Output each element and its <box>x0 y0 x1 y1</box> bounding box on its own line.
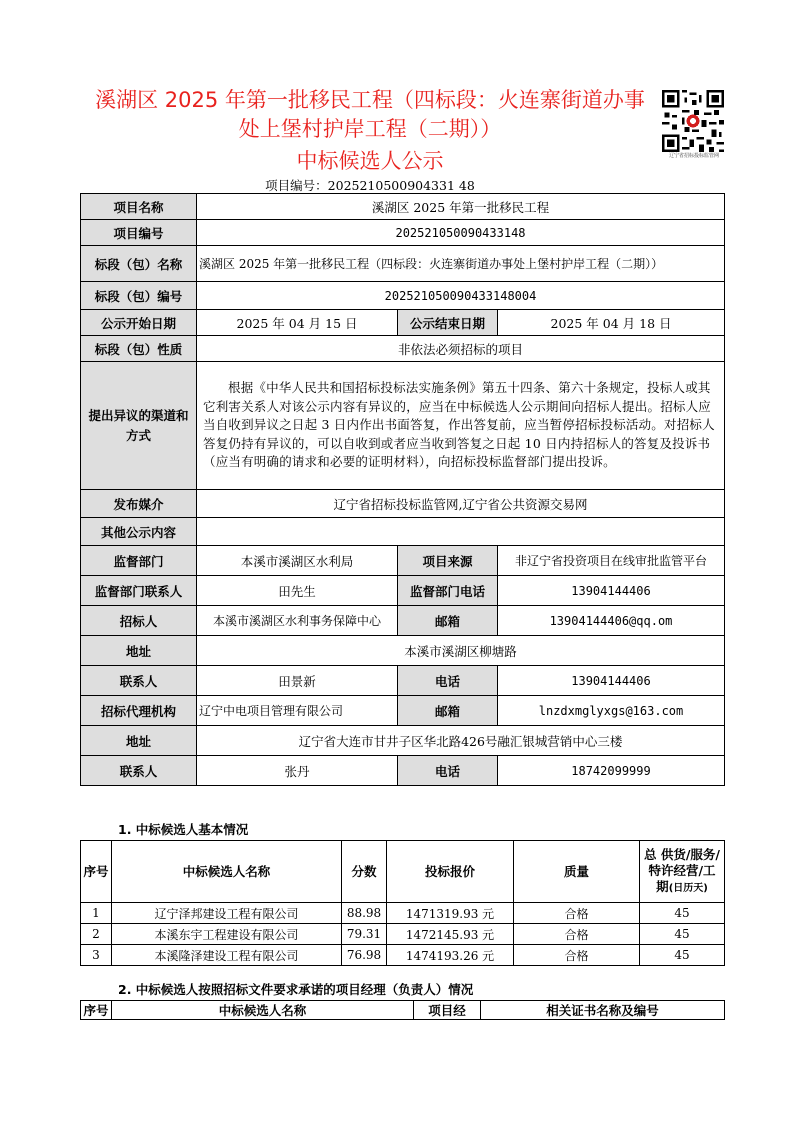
document-title-line1: 溪湖区 2025 年第一批移民工程（四标段：火连寨街道办事 <box>95 88 645 112</box>
project-info-table <box>80 193 725 786</box>
project-code-value: 202521050090433148 <box>197 220 725 246</box>
other-label: 其他公示内容 <box>81 518 197 546</box>
tenderer-email-value: 13904144406@qq.om <box>498 606 725 636</box>
cand-quality: 合格 <box>514 903 640 924</box>
pm-col-cert: 相关证书名称及编号 <box>481 1001 725 1020</box>
document-header <box>80 86 660 195</box>
cand-name: 本溪东宇工程建设有限公司 <box>112 924 342 945</box>
agency-contact-value: 张丹 <box>197 756 398 786</box>
agency-label: 招标代理机构 <box>81 696 197 726</box>
row-dates <box>81 310 725 336</box>
pm-col-no: 序号 <box>81 1001 112 1020</box>
row-section-code <box>81 282 725 310</box>
row-tenderer <box>81 606 725 636</box>
cand-period: 45 <box>640 924 725 945</box>
pm-col-manager: 项目经 <box>414 1001 481 1020</box>
row-agency-address <box>81 726 725 756</box>
start-date-label: 公示开始日期 <box>81 310 197 336</box>
nature-label: 标段（包）性质 <box>81 336 197 362</box>
end-date-value: 2025 年 04 月 18 日 <box>498 310 725 336</box>
cand-no: 3 <box>81 945 112 966</box>
col-period-line3 <box>640 879 724 897</box>
qr-code-icon <box>662 90 724 152</box>
candidate-table <box>80 840 725 966</box>
agency-email-label: 邮箱 <box>398 696 498 726</box>
sup-phone-label: 监督部门电话 <box>398 576 498 606</box>
section-name-value: 溪湖区 2025 年第一批移民工程（四标段：火连寨街道办事处上堡村护岸工程（二期）） <box>197 246 725 282</box>
cand-name: 本溪隆泽建设工程有限公司 <box>112 945 342 966</box>
col-period-label: 期 <box>656 878 669 894</box>
project-code-line: 项目编号：2025210500904331 48 <box>265 178 475 193</box>
row-section-name <box>81 246 725 282</box>
supervisor-value: 本溪市溪湖区水利局 <box>197 546 398 576</box>
tenderer-address-label: 地址 <box>81 636 197 666</box>
cand-no: 1 <box>81 903 112 924</box>
row-agency-contact <box>81 756 725 786</box>
col-period-unit: (日历天) <box>668 882 708 894</box>
row-supervisor-contact <box>81 576 725 606</box>
start-date-value: 2025 年 04 月 15 日 <box>197 310 398 336</box>
objection-label: 提出异议的渠道和方式 <box>81 362 197 490</box>
col-score: 分数 <box>342 841 387 903</box>
col-quality: 质量 <box>514 841 640 903</box>
table-row <box>81 924 725 945</box>
agency-phone-label: 电话 <box>398 756 498 786</box>
cand-period: 45 <box>640 903 725 924</box>
tenderer-contact-value: 田景新 <box>197 666 398 696</box>
project-manager-table <box>80 1000 725 1020</box>
sup-contact-value: 田先生 <box>197 576 398 606</box>
media-value: 辽宁省招标投标监管网,辽宁省公共资源交易网 <box>197 490 725 518</box>
tenderer-contact-label: 联系人 <box>81 666 197 696</box>
cand-name: 辽宁泽邦建设工程有限公司 <box>112 903 342 924</box>
tenderer-phone-value: 13904144406 <box>498 666 725 696</box>
section2-title: 2. 中标候选人按照招标文件要求承诺的项目经理（负责人）情况 <box>118 982 474 997</box>
tenderer-label: 招标人 <box>81 606 197 636</box>
agency-value: 辽宁中电项目管理有限公司 <box>197 696 398 726</box>
cand-period: 45 <box>640 945 725 966</box>
col-period-line1: 总 供货/服务/ <box>644 846 720 862</box>
row-project-code <box>81 220 725 246</box>
row-tenderer-address <box>81 636 725 666</box>
cand-price: 1471319.93 元 <box>387 903 514 924</box>
candidate-table-header <box>81 841 725 903</box>
col-period-line2: 特许经营/工 <box>648 862 716 878</box>
table-row <box>81 903 725 924</box>
col-no: 序号 <box>81 841 112 903</box>
other-value <box>197 518 725 546</box>
objection-text: 根据《中华人民共和国招标投标法实施条例》第五十四条、第六十条规定，投标人或其它利害关系人对该公示内容有异议的，应当在中标候选人公示期间向招标人提出。招标人应当自收到异议之日起 3 日内作出书面答复，作出答复前，应当暂停招标投标活动。对招标人答复仍持有异议的，可以自收到或者应当收到答复之日起 10 日内持招标人的答复及投诉书（应当有明确的请求和必要的证明材料），向招标投标监督部门提出投诉。 <box>197 362 725 490</box>
tenderer-address-value: 本溪市溪湖区柳塘路 <box>197 636 725 666</box>
cand-score: 79.31 <box>342 924 387 945</box>
row-objection <box>81 362 725 490</box>
row-media <box>81 490 725 518</box>
row-agency <box>81 696 725 726</box>
tenderer-email-label: 邮箱 <box>398 606 498 636</box>
col-name: 中标候选人名称 <box>112 841 342 903</box>
nature-value: 非依法必须招标的项目 <box>197 336 725 362</box>
end-date-label: 公示结束日期 <box>398 310 498 336</box>
table-row <box>81 945 725 966</box>
section1-title: 1. 中标候选人基本情况 <box>118 822 249 837</box>
agency-phone-value: 18742099999 <box>498 756 725 786</box>
section-code-value: 202521050090433148004 <box>197 282 725 310</box>
project-code-label: 项目编号 <box>81 220 197 246</box>
agency-address-value: 辽宁省大连市甘井子区华北路426号融汇银城营销中心三楼 <box>197 726 725 756</box>
cand-quality: 合格 <box>514 924 640 945</box>
row-nature <box>81 336 725 362</box>
agency-email-value: lnzdxmglyxgs@163.com <box>498 696 725 726</box>
media-label: 发布媒介 <box>81 490 197 518</box>
cand-score: 76.98 <box>342 945 387 966</box>
document-title-line2: 处上堡村护岸工程（二期）） <box>238 117 502 141</box>
tenderer-value: 本溪市溪湖区水利事务保障中心 <box>197 606 398 636</box>
row-project-name <box>81 194 725 220</box>
project-name-label: 项目名称 <box>81 194 197 220</box>
cand-quality: 合格 <box>514 945 640 966</box>
source-label: 项目来源 <box>398 546 498 576</box>
row-tenderer-contact <box>81 666 725 696</box>
sup-phone-value: 13904144406 <box>498 576 725 606</box>
col-period <box>640 841 725 903</box>
cand-no: 2 <box>81 924 112 945</box>
section-code-label: 标段（包）编号 <box>81 282 197 310</box>
cand-price: 1474193.26 元 <box>387 945 514 966</box>
section-name-label: 标段（包）名称 <box>81 246 197 282</box>
agency-contact-label: 联系人 <box>81 756 197 786</box>
project-name-value: 溪湖区 2025 年第一批移民工程 <box>197 194 725 220</box>
supervisor-label: 监督部门 <box>81 546 197 576</box>
qr-caption: 辽宁省招标投标监管网 <box>668 153 719 159</box>
row-supervisor <box>81 546 725 576</box>
agency-address-label: 地址 <box>81 726 197 756</box>
row-other <box>81 518 725 546</box>
cand-score: 88.98 <box>342 903 387 924</box>
pm-col-name: 中标候选人名称 <box>112 1001 414 1020</box>
source-value: 非辽宁省投资项目在线审批监管平台 <box>498 546 725 576</box>
pm-table-header <box>81 1001 725 1020</box>
sup-contact-label: 监督部门联系人 <box>81 576 197 606</box>
tenderer-phone-label: 电话 <box>398 666 498 696</box>
col-price: 投标报价 <box>387 841 514 903</box>
document-subtitle: 中标候选人公示 <box>296 149 444 173</box>
cand-price: 1472145.93 元 <box>387 924 514 945</box>
